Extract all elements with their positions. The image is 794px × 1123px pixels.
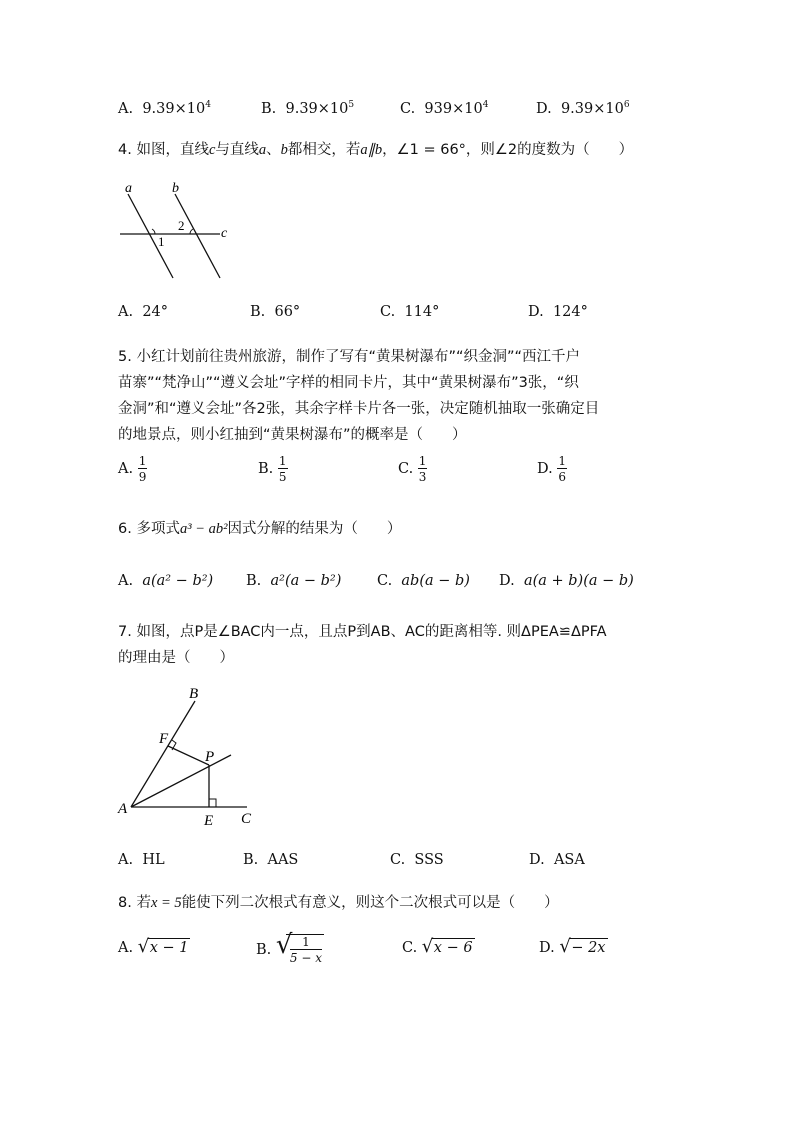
option-value: 9.39×10 (560, 100, 624, 117)
q4-option-c (380, 304, 439, 320)
q4-option-a (118, 304, 168, 320)
q4-figure (110, 178, 240, 283)
label-F: F (159, 731, 169, 747)
option-label: D. (539, 940, 555, 956)
q4-option-b (250, 304, 300, 320)
option-value: a²(a − b²) (270, 573, 342, 589)
sqrt (275, 930, 324, 965)
q6-text: 多项式 (136, 521, 180, 537)
sqrt (138, 938, 191, 956)
fraction (138, 455, 148, 483)
label-angle1: 1 (158, 234, 165, 249)
sqrt (422, 938, 475, 956)
option-value: 124° (552, 304, 588, 320)
option-value: 114° (404, 304, 440, 320)
option-label: A. (118, 573, 134, 589)
option-label: A. (118, 852, 134, 868)
q4-option-d (528, 304, 588, 320)
option-label: D. (499, 573, 515, 589)
angle2-arc (190, 229, 193, 234)
q3-option-b (261, 100, 354, 117)
option-exponent: 6 (623, 100, 630, 110)
option-label: B. (246, 573, 262, 589)
option-label: B. (243, 852, 259, 868)
option-label: A. (118, 100, 134, 117)
q5-text: 小红计划前往贵州旅游，制作了写有“黄果树瀑布”“织金洞”“西江千户 (136, 349, 581, 365)
q7-option-a (118, 852, 165, 868)
q6-stem (118, 517, 401, 538)
fraction (278, 455, 288, 483)
q4-stem (118, 138, 633, 159)
label-E: E (204, 813, 214, 828)
q7-line-2: 的理由是（ ） (118, 650, 234, 666)
angle1-arc (152, 229, 155, 234)
fraction (418, 455, 428, 483)
q5-stem (118, 344, 599, 448)
q3-option-c (400, 100, 488, 117)
option-value: SSS (414, 852, 444, 868)
option-value: HL (142, 852, 165, 868)
fraction (557, 455, 567, 483)
question-number: 8. (118, 895, 132, 911)
question-number: 7. (118, 624, 132, 640)
q5-line-4: 的地景点，则小红抽到“黄果树瀑布”的概率是（ ） (118, 427, 467, 443)
polynomial: a³ − ab² (179, 521, 228, 537)
denominator: 3 (418, 470, 427, 484)
q5-line-1 (118, 344, 599, 370)
label-angle2: 2 (178, 218, 185, 233)
fraction (290, 936, 322, 964)
denominator: 5 (278, 470, 287, 484)
label-a: a (125, 181, 132, 196)
q8-option-b (256, 930, 324, 965)
q5-option-d (537, 455, 567, 483)
segment-pf (168, 746, 209, 765)
numerator: 1 (138, 454, 147, 468)
q7-stem (118, 619, 607, 671)
option-label: B. (250, 304, 266, 320)
radicand: x − 1 (149, 940, 189, 956)
option-label: D. (536, 100, 552, 117)
option-value: 9.39×10 (142, 100, 206, 117)
option-exponent: 5 (348, 100, 355, 110)
q7-figure (115, 683, 265, 828)
q4-text: ，∠1 = 66°，则∠2的度数为（ ） (382, 142, 634, 158)
label-C: C (241, 811, 252, 827)
q8-text: 能使下列二次根式有意义，则这个二次根式可以是（ ） (181, 895, 559, 911)
q7-option-c (390, 852, 444, 868)
q8-option-c (402, 938, 475, 956)
q4-text: 都相交，若 (287, 142, 361, 158)
q6-option-d (499, 573, 634, 589)
option-value: AAS (267, 852, 299, 868)
question-number: 4. (118, 142, 132, 158)
q8-stem (118, 891, 559, 912)
option-value: ab(a − b) (401, 573, 470, 589)
denominator: 9 (138, 470, 147, 484)
option-label: C. (398, 461, 414, 477)
q6-option-b (246, 573, 341, 589)
option-value: a(a² − b²) (142, 573, 214, 589)
option-label: C. (377, 573, 393, 589)
radicand: x − 6 (433, 940, 473, 956)
question-number: 6. (118, 521, 132, 537)
numerator: 1 (418, 454, 427, 468)
option-label: D. (529, 852, 545, 868)
q7-option-b (243, 852, 298, 868)
sqrt (559, 938, 607, 956)
option-label: B. (258, 461, 274, 477)
line-b (175, 194, 220, 278)
q7-option-d (529, 852, 585, 868)
q6-option-c (377, 573, 470, 589)
question-number: 5. (118, 349, 132, 365)
q5-option-c (398, 455, 427, 483)
option-value: 939×10 (424, 100, 483, 117)
option-value: ASA (553, 852, 585, 868)
q3-option-d (536, 100, 630, 117)
sqrt-sign: √ (275, 930, 293, 960)
option-exponent: 4 (482, 100, 489, 110)
var-b: b (280, 142, 288, 158)
option-label: A. (118, 304, 134, 320)
q8-option-a (118, 938, 190, 956)
radicand: − 2x (571, 940, 606, 956)
q4-text: 、 (266, 142, 281, 158)
denominator: 5 − x (289, 951, 322, 965)
numerator: 1 (290, 936, 322, 950)
q5-line-2: 苗寨”“梵净山”“遵义会址”字样的相同卡片，其中“黄果树瀑布”3张，“织 (118, 375, 579, 391)
q8-option-d (539, 938, 608, 956)
denominator: 6 (558, 470, 566, 484)
option-value: 24° (142, 304, 169, 320)
option-label: C. (390, 852, 406, 868)
option-label: B. (256, 942, 272, 958)
label-P: P (205, 749, 215, 765)
var-a: a (258, 142, 267, 158)
label-c: c (221, 226, 228, 241)
var-c: c (208, 142, 216, 158)
option-value: 66° (274, 304, 301, 320)
option-exponent: 4 (205, 100, 211, 110)
numerator: 1 (558, 454, 566, 468)
label-B: B (189, 686, 199, 702)
q7-line-1 (118, 619, 607, 645)
option-label: B. (261, 100, 277, 117)
label-A: A (118, 801, 128, 817)
label-b: b (172, 181, 179, 196)
sqrt-sign: √ (559, 936, 571, 957)
condition: x = 5 (150, 895, 182, 911)
option-label: D. (528, 304, 544, 320)
sqrt-sign: √ (137, 936, 150, 957)
right-angle-e (209, 799, 216, 807)
sqrt-sign: √ (421, 936, 434, 957)
option-value: a(a + b)(a − b) (523, 573, 634, 589)
q5-line-3: 金洞”和“遵义会址”各2张，其余字样卡片各一张，决定随机抽取一张确定目 (118, 401, 600, 417)
q6-text: 因式分解的结果为（ ） (227, 521, 402, 537)
option-value: 9.39×10 (285, 100, 349, 117)
q5-option-a (118, 455, 147, 483)
q4-text: 与直线 (215, 142, 259, 158)
option-label: C. (380, 304, 396, 320)
q4-text: 如图，直线 (136, 142, 209, 158)
option-label: C. (400, 100, 416, 117)
q8-text: 若 (136, 895, 151, 911)
q3-option-a (118, 100, 211, 117)
line-a (128, 194, 173, 278)
option-label: A. (118, 940, 134, 956)
numerator: 1 (278, 454, 287, 468)
parallel-condition: a∥b (360, 142, 383, 158)
option-label: A. (118, 461, 134, 477)
q7-text: 如图，点P是∠BAC内一点，且点P到AB、AC的距离相等. 则ΔPEA≌ΔPFA (136, 624, 607, 640)
q5-option-b (258, 455, 288, 483)
q6-option-a (118, 573, 213, 589)
option-label: C. (402, 940, 418, 956)
option-label: D. (537, 461, 553, 477)
